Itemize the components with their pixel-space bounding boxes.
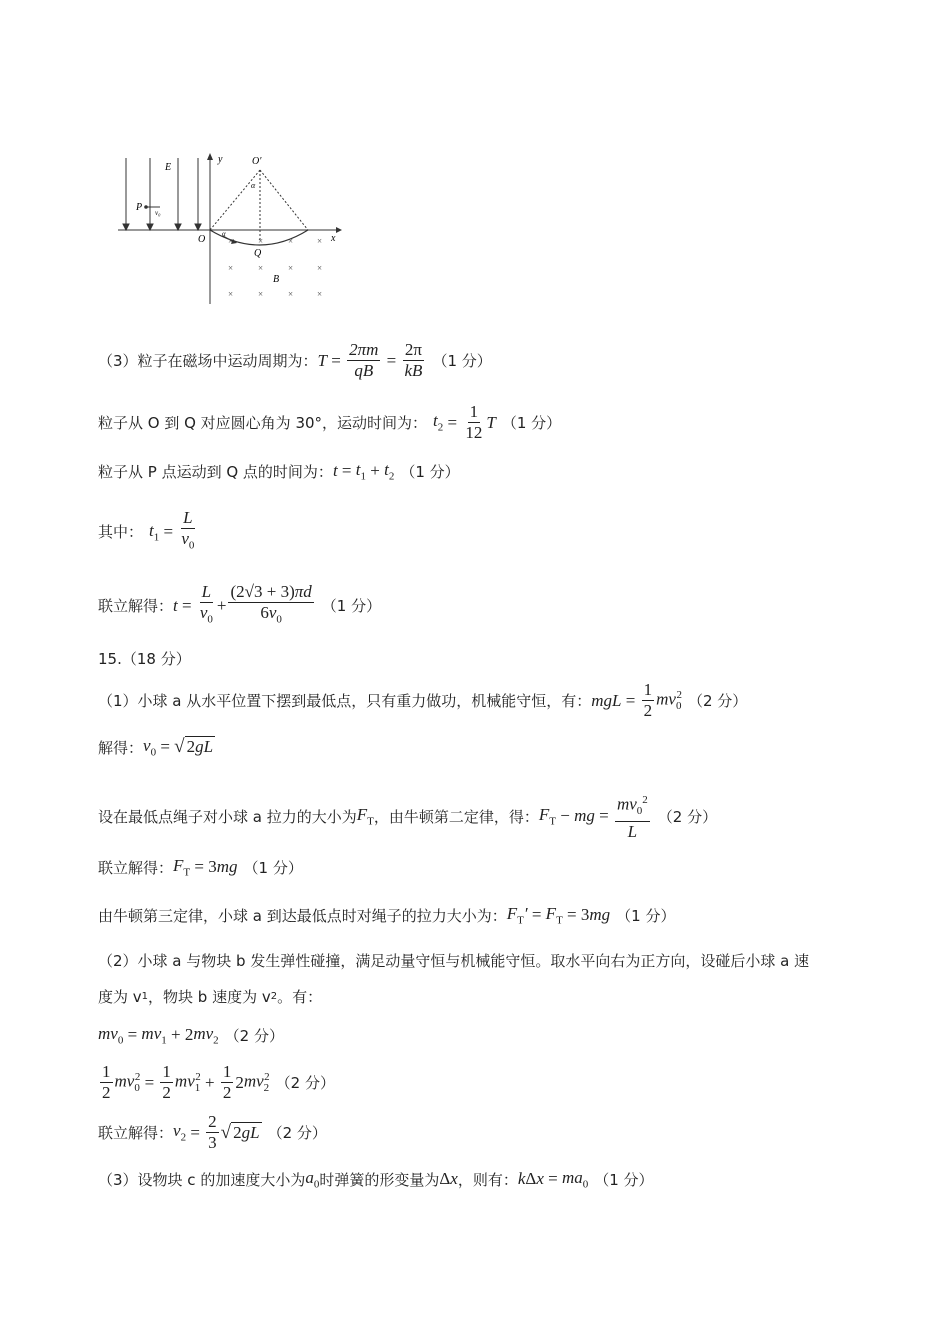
field-cross: × — [228, 236, 234, 246]
field-cross: × — [228, 263, 234, 273]
text: 粒子从 O 到 Q 对应圆心角为 30°，运动时间为： — [98, 414, 428, 432]
label-y: y — [218, 154, 223, 165]
score: （1 分） — [594, 1170, 654, 1189]
field-cross: × — [258, 289, 264, 299]
field-cross: × — [258, 236, 264, 246]
text: 解得： — [98, 738, 144, 757]
label-alpha: α — [251, 181, 256, 190]
text: （3）设物块 c 的加速度大小为 — [98, 1170, 306, 1189]
text: （3）粒子在磁场中运动周期为： — [98, 352, 318, 370]
equation-t2: 粒子从 O 到 Q 对应圆心角为 30°，运动时间为： $t_2$ = $\frac{1}{12}$ T （1 分） — [98, 402, 562, 442]
label-P: P — [136, 202, 143, 213]
text: ，由牛顿第二定律，得： — [373, 807, 539, 826]
label-O-prime: O′ — [252, 156, 262, 167]
field-cross: × — [258, 263, 264, 273]
physics-diagram — [110, 150, 350, 310]
label-Q: Q — [254, 248, 262, 259]
text: 度为 v — [98, 988, 142, 1006]
field-cross: × — [228, 289, 234, 299]
score: （1 分） — [400, 462, 460, 481]
score: （1 分） — [501, 414, 562, 432]
text: 联立解得： — [98, 597, 174, 616]
equation-momentum: $mv_0$ = $mv_1$ + 2 $mv_2$ （2 分） — [98, 1024, 284, 1047]
text: 。有： — [277, 988, 323, 1006]
score: （2 分） — [267, 1124, 327, 1142]
paragraph-collision-cont: 度为 v 1 ，物块 b 速度为 v 2 。有： — [98, 988, 323, 1006]
equation-v2: 联立解得： $v_2$ = $\frac{2}{3}$ √ 2gL （2 分） — [98, 1112, 327, 1152]
equation-FT: 联立解得： $F_T$ = 3 mg （1 分） — [98, 856, 303, 879]
field-cross: × — [288, 236, 294, 246]
text: 联立解得： — [98, 858, 174, 877]
equation-newton2: 设在最低点绳子对小球 a 拉力的大小为 $F_T$ ，由牛顿第二定律，得： $F_T$ − mg = $\frac{mv_0^2}{L}$ （2 分） — [98, 790, 717, 842]
text: 粒子从 P 点运动到 Q 点的时间为： — [98, 462, 333, 481]
field-cross: × — [317, 289, 323, 299]
text: ，物块 b 速度为 v — [148, 988, 271, 1006]
field-cross: × — [288, 289, 294, 299]
equation-v0: 解得： $v_0$ = √ 2gL — [98, 736, 214, 759]
text: 时弹簧的形变量为 — [319, 1170, 440, 1189]
field-cross: × — [288, 263, 294, 273]
equation-energy: （1）小球 a 从水平位置下摆到最低点，只有重力做功，机械能守恒，有： mgL = $\frac{1}{2}$ $mv_0^2$ （2 分） — [98, 680, 748, 720]
score: （2 分） — [275, 1074, 335, 1092]
text: （1）小球 a 从水平位置下摆到最低点，只有重力做功，机械能守恒，有： — [98, 692, 592, 710]
question-heading — [98, 648, 191, 669]
label-alpha-small: α — [222, 230, 226, 238]
field-cross: × — [317, 263, 323, 273]
text: （2）小球 a 与物块 b 发生弹性碰撞，满足动量守恒与机械能守恒。取水平向右为正方向，设碰后小球 a 速 — [98, 952, 810, 970]
paragraph-collision — [98, 950, 809, 971]
equation-kinetic-energy: $\frac{1}{2}$ $mv_0^2$ = $\frac{1}{2}$ $mv_1^2$ + $\frac{1}{2}$ 2 $mv_2^2$ （2 分） — [102, 1062, 335, 1102]
score: （2 分） — [224, 1026, 284, 1045]
score: （1 分） — [616, 906, 676, 925]
score: （1 分） — [432, 352, 492, 370]
equation-result-t: 联立解得： t = $\frac{L}{v_0}$ + $\frac{(2√3 + 3)\pi d}{6v_0}$ （1 分） — [98, 582, 382, 626]
label-E: E — [165, 162, 172, 173]
text: 其中： — [98, 523, 144, 542]
text: 联立解得： — [98, 1124, 174, 1142]
text: 由牛顿第三定律，小球 a 到达最低点时对绳子的拉力大小为： — [98, 906, 507, 925]
text: 设在最低点绳子对小球 a 拉力的大小为 — [98, 807, 357, 826]
label-B: B — [273, 274, 280, 285]
equation-t1: 其中： $t_1$ = $\frac{L}{v_0}$ — [98, 508, 195, 552]
score: （1 分） — [321, 597, 382, 616]
score: （2 分） — [687, 692, 748, 710]
equation-t-total: 粒子从 P 点运动到 Q 点的时间为： t = $t_1$ + $t_2$ （1 分） — [98, 460, 460, 483]
equation-newton3: 由牛顿第三定律，小球 a 到达最低点时对绳子的拉力大小为： $F_T'$ = $F_T$ = 3 mg （1 分） — [98, 904, 676, 927]
field-cross: × — [317, 236, 323, 246]
equation-period: （3）粒子在磁场中运动周期为： T = $\frac{2\pi m}{qB}$ = $\frac{2\pi}{kB}$ （1 分） — [98, 340, 492, 380]
equation-spring: （3）设物块 c 的加速度大小为 $a_0$ 时弹簧的形变量为 Δ x ，则有： k Δ x = $ma_0$ （1 分） — [98, 1168, 654, 1191]
label-v0: v₀ — [155, 209, 161, 217]
text: ，则有： — [457, 1170, 518, 1189]
score: （2 分） — [657, 807, 718, 826]
text: 15.（18 分） — [98, 650, 191, 668]
label-x: x — [331, 233, 336, 244]
score: （1 分） — [243, 858, 303, 877]
label-O: O — [198, 234, 206, 245]
